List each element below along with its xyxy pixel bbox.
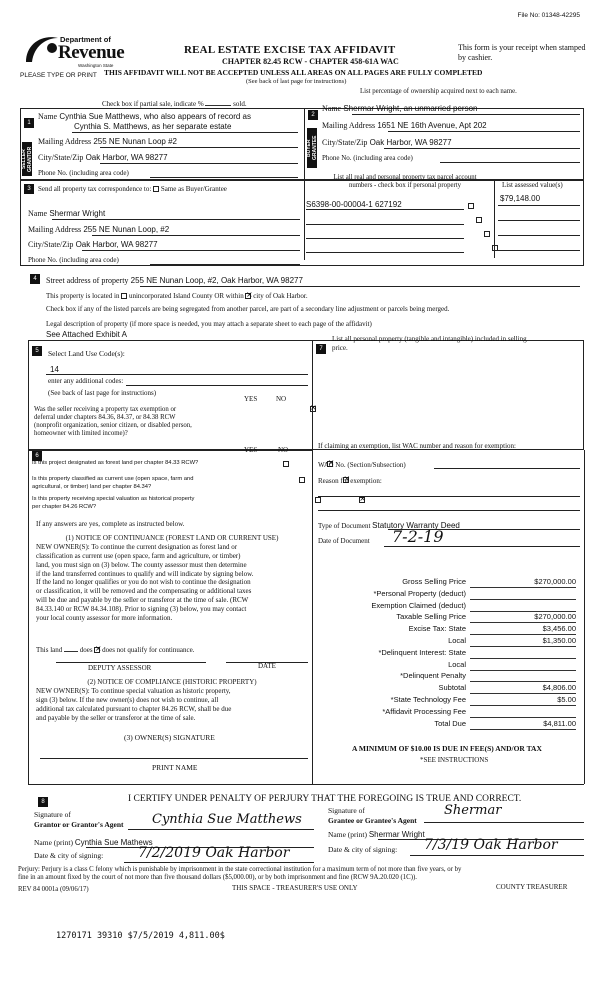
notice1-line2: classification as current use (open space, farm and agriculture, or timber) (36, 551, 241, 560)
grantee-sig-label1: Signature of (328, 806, 365, 815)
corr-phone-label: Phone No. (including area code) (28, 256, 119, 264)
tax-row-label: Excise Tax: State (408, 624, 466, 634)
exemption-q-line4: homeowner with limited income)? (34, 430, 128, 438)
doc-date-label: Date of Document (318, 537, 370, 545)
unincorporated-checkbox[interactable] (121, 293, 127, 299)
tax-row-value[interactable]: $270,000.00 (470, 613, 576, 623)
forest-q3-yes[interactable] (315, 497, 321, 503)
corr-mailing-row (28, 225, 169, 234)
buyer-city-label: City/State/Zip (322, 138, 368, 147)
tax-row-label: *Delinquent Penalty (400, 671, 466, 681)
tax-row-label: Subtotal (438, 683, 466, 693)
notice1-line4: if the land transferred continues to qualify and will indicate by signing below. (36, 569, 254, 578)
buyer-mailing-value[interactable]: 1651 NE 16th Avenue, Apt 202 (377, 121, 487, 130)
grantee-signature[interactable]: Shermar (444, 803, 502, 818)
this-land-text: This land (36, 646, 63, 654)
notice2-line3: additional tax calculated pursuant to chapter 84.26 RCW, shall be due (36, 704, 232, 713)
parcel-3-personal-checkbox[interactable] (484, 231, 490, 237)
parcel-number-1[interactable]: S6398-00-00004-1 627192 (306, 200, 402, 209)
exemption-claim-label: If claiming an exemption, list WAC number and reason for exemption: (318, 442, 516, 450)
notice-continuance (36, 534, 308, 623)
parcel-1-personal-checkbox[interactable] (468, 203, 474, 209)
same-as-buyer-checkbox[interactable] (153, 186, 159, 192)
grantee-date-value[interactable]: 7/3/19 Oak Harbor (424, 837, 558, 853)
partial-sale-text: Check box if partial sale, indicate % (102, 100, 204, 108)
see-instructions-note: *SEE INSTRUCTIONS (420, 756, 489, 764)
tax-row-label: *Affidavit Processing Fee (382, 706, 466, 716)
county-treasurer-label: COUNTY TREASURER (496, 883, 568, 891)
section-5-badge: 5 (32, 346, 42, 356)
perjury-notice (18, 866, 600, 883)
treasurer-stamp: 1270171 39310 $7/5/2019 4,811.00$ (56, 931, 225, 941)
land-use-no-header: NO (276, 395, 287, 403)
forest-q1: Is this project designated as forest land per chapter 84.33 RCW? (32, 460, 199, 466)
tax-row-value[interactable] (470, 661, 576, 671)
notice1-line6: or classification, it will be removed and the compensating or additional taxes (36, 587, 252, 596)
forest-q2 (32, 476, 193, 491)
tax-row-value[interactable]: $3,456.00 (470, 625, 576, 635)
corr-city-label: City/State/Zip (28, 240, 74, 249)
forest-instruct: If any answers are yes, complete as instructed below. (36, 520, 185, 528)
street-address-row (46, 276, 303, 285)
correspondence-title-row (38, 185, 227, 193)
tax-row-label: Local (448, 635, 466, 645)
grantee-sig-label2: Grantee or Grantee's Agent (328, 815, 417, 825)
doc-type-value[interactable]: Statutory Warranty Deed (372, 521, 460, 530)
tax-row-label: *Delinquent Interest: State (378, 647, 466, 657)
seller-name-line2[interactable]: Cynthia S. Matthews, as her separate estate (74, 122, 232, 131)
tax-row (318, 637, 580, 649)
seller-city-label: City/State/Zip (38, 153, 84, 162)
section-2-badge: 2 (308, 110, 318, 120)
tax-row-value[interactable]: $270,000.00 (470, 578, 576, 588)
grantor-sig-label1: Signature of (34, 810, 71, 819)
street-address-label: Street address of property (46, 276, 129, 285)
corr-name-label: Name (28, 209, 48, 218)
notice2-title: (2) NOTICE OF COMPLIANCE (HISTORIC PROPERTY) (87, 678, 257, 686)
legal-desc-label: Legal description of property (if more space is needed, you may attach a separate sheet to each page of the affidavit) (46, 320, 372, 328)
tax-row-value[interactable]: $4,811.00 (470, 720, 576, 730)
buyer-name-label: Name (322, 104, 342, 113)
tax-row-value[interactable]: $1,350.00 (470, 637, 576, 647)
dor-logo (22, 32, 125, 70)
personal-property-line1: List all personal property (tangible and intangible) included in selling (332, 335, 527, 343)
grantor-sig-label2: Grantor or Grantor's Agent (34, 819, 124, 829)
sold-text: sold. (233, 100, 247, 108)
forest-q2-line2: agricultural, or timber) land per chapter 84.34? (32, 483, 152, 490)
tax-row-value[interactable] (470, 672, 576, 682)
forest-q2-yes[interactable] (299, 477, 305, 483)
segregated-row (46, 305, 449, 313)
tax-row (318, 720, 580, 732)
notice2-line4: and payable by the seller or transferor at the time of sale. (36, 713, 196, 722)
partial-sale-field[interactable] (205, 105, 231, 106)
assessed-value-title: List assessed value(s) (502, 181, 563, 189)
doc-date-value[interactable]: 7-2-19 (392, 527, 444, 546)
seller-mailing-value[interactable]: 255 NE Nunan Loop #2 (93, 137, 177, 146)
treasurer-use-only: THIS SPACE - TREASURER'S USE ONLY (232, 884, 358, 892)
tax-row-value[interactable] (470, 708, 576, 718)
dor-dept-line1: Department of (60, 35, 111, 44)
section-6-badge: 6 (32, 451, 42, 461)
doc-type-label: Type of Document (318, 522, 371, 530)
buyer-phone-label: Phone No. (including area code) (322, 154, 413, 162)
tax-calculation-table (318, 578, 580, 731)
seller-mailing-label: Mailing Address (38, 137, 92, 146)
legal-desc-value[interactable]: See Attached Exhibit A (46, 330, 127, 339)
notice1-line8: 84.33.140 or RCW 84.34.108). Prior to signing (3) below, you may contact (36, 605, 247, 613)
tax-row-value[interactable]: $4,806.00 (470, 684, 576, 694)
additional-codes-label: enter any additional codes: (48, 377, 124, 385)
grantee-print-value[interactable]: Shermar Wright (368, 830, 425, 839)
parcel-2-personal-checkbox[interactable] (476, 217, 482, 223)
tax-row-label: Total Due (434, 718, 466, 728)
forest-q3-no[interactable] (359, 497, 365, 503)
section-7-badge: 7 (316, 344, 326, 354)
buyer-city-row (322, 138, 452, 147)
city-of-text: city of Oak Harbor. (253, 292, 308, 300)
exemption-q-line2: deferral under chapters 84.36, 84.37, or 84.38 RCW (34, 414, 176, 422)
located-in-row (46, 292, 308, 300)
tax-row-value[interactable]: $5.00 (470, 696, 576, 706)
seller-mailing-row (38, 137, 177, 146)
section-1-badge: 1 (24, 118, 34, 128)
notice1-line5: If the land no longer qualifies or you do not wish to continue the designation (36, 578, 251, 587)
deputy-date-label: DATE (258, 662, 276, 670)
rev-number: REV 84 0001a (09/06/17) (18, 886, 89, 893)
section-4-badge: 4 (30, 274, 40, 284)
exemption-question (34, 406, 254, 439)
grantor-date-value[interactable]: 7/2/2019 Oak Harbor (138, 845, 290, 861)
continuance-row (36, 646, 194, 654)
list-percentage-note: List percentage of ownership acquired next to each name. (360, 88, 517, 95)
tax-row-label: Local (448, 659, 466, 669)
city-checkbox[interactable] (245, 293, 251, 299)
tax-row (318, 649, 580, 661)
owner-signature-label: (3) OWNER(S) SIGNATURE (124, 733, 215, 742)
corr-mailing-value[interactable]: 255 NE Nunan Loop, #2 (83, 225, 170, 234)
receipt-note: This form is your receipt when stamped by cashier. (458, 43, 586, 62)
buyer-name-value[interactable]: Shermar Wright, an unmarried person (343, 104, 478, 113)
tax-row-label: *State Technology Fee (390, 694, 466, 704)
perjury-line1: Perjury: Perjury is a class C felony which is punishable by imprisonment in the state correctional institution for a maximum term of not more than five years, or by (18, 866, 462, 873)
form-chapter: CHAPTER 82.45 RCW - CHAPTER 458-61A WAC (222, 57, 399, 66)
buyer-grantee-label: BUYER GRANTEE (307, 128, 317, 168)
grantee-print-label: Name (print) (328, 830, 367, 839)
parcels-title-line2: numbers - check box if personal property (348, 181, 462, 189)
land-use-select-label: Select Land Use Code(s): (48, 349, 125, 358)
dor-swoosh-icon (22, 32, 62, 66)
notice1-line7: will be due and payable by the seller or transferor at the time of sale. (RCW (36, 596, 249, 605)
seller-name-label: Name (38, 112, 58, 121)
forest-q3-line1: Is this property receiving special valuation as historical property (32, 496, 195, 502)
notice1-line9: your local county assessor for more information. (36, 613, 173, 622)
section-3-badge: 3 (24, 184, 34, 194)
parcel-4-personal-checkbox[interactable] (492, 245, 498, 251)
land-use-yes-header: YES (244, 395, 258, 403)
deputy-assessor-label: DEPUTY ASSESSOR (88, 664, 152, 672)
located-in-text: This property is located in (46, 292, 120, 300)
corr-city-value[interactable]: Oak Harbor, WA 98277 (75, 240, 158, 249)
tax-row-value[interactable] (470, 602, 576, 612)
buyer-mailing-label: Mailing Address (322, 121, 376, 130)
seller-city-row (38, 153, 168, 162)
parcels-title-line1: List all real and personal property tax parcel account (333, 174, 477, 181)
reason-label: Reason for exemption: (318, 477, 382, 485)
please-type: PLEASE TYPE OR PRINT (20, 72, 97, 79)
wac-label: WAC No. (Section/Subsection) (318, 461, 406, 469)
same-as-buyer-label: Same as Buyer/Grantee (160, 185, 227, 193)
forest-q1-yes[interactable] (283, 461, 289, 467)
does-text: does (79, 646, 93, 654)
notice1-line3: land, you must sign on (3) below. The county assessor must then determine (36, 560, 247, 569)
exemption-no-checkbox[interactable] (310, 406, 316, 412)
grantor-signature[interactable]: Cynthia Sue Matthews (152, 812, 302, 827)
seller-grantor-label: SELLER GRANTOR (22, 142, 32, 176)
dor-revenue-word: Revenue (58, 42, 125, 63)
notice1-title: (1) NOTICE OF CONTINUANCE (FOREST LAND OR CURRENT USE) (65, 534, 279, 542)
grantor-print-value[interactable]: Cynthia Sue Mathews (74, 838, 153, 847)
seller-phone-label: Phone No. (including area code) (38, 169, 129, 177)
tax-row-label: Exemption Claimed (deduct) (371, 600, 466, 610)
seller-name-line1[interactable]: Cynthia Sue Matthews, who also appears of record as (59, 112, 251, 121)
grantor-date-label: Date & city of signing: (34, 851, 104, 860)
section-8-badge: 8 (38, 797, 48, 807)
land-use-code[interactable]: 14 (50, 365, 59, 374)
print-name-label: PRINT NAME (152, 763, 198, 772)
forest-q3-line2: per chapter 84.26 RCW? (32, 503, 97, 510)
assessed-value-1[interactable]: $79,148.00 (500, 194, 541, 203)
grantee-date-label: Date & city of signing: (328, 845, 398, 854)
tax-row-value[interactable] (470, 649, 576, 659)
forest-q2-line1: Is this property classified as current use (open space, farm and (32, 476, 194, 482)
segregated-text: Check box if any of the listed parcels are being segregated from another parcel, are part of a secondary line adjustment or parcels being merged. (46, 305, 450, 313)
grantor-sig-label (34, 810, 124, 830)
grantor-print-label: Name (print) (34, 838, 73, 847)
forest-no-header: NO (278, 446, 289, 454)
tax-row (318, 708, 580, 720)
buyer-city-value[interactable]: Oak Harbor, WA 98277 (369, 138, 452, 147)
notice-compliance (36, 678, 308, 722)
certify-title: I CERTIFY UNDER PENALTY OF PERJURY THAT THE FOREGOING IS TRUE AND CORRECT. (128, 794, 522, 804)
does-not-checkbox[interactable] (94, 647, 100, 653)
tax-row-value[interactable] (470, 590, 576, 600)
corr-name-row (28, 209, 105, 218)
tax-row (318, 590, 580, 602)
tax-row (318, 696, 580, 708)
qualify-text: qualify for continuance. (127, 646, 195, 654)
unincorporated-text: unincorporated Island County OR within (128, 292, 244, 300)
does-not-text: does not (102, 646, 126, 654)
file-number: File No: 01348-42295 (517, 12, 580, 19)
parcels-title (312, 174, 498, 190)
notice2-line2: sign (3) below. If the new owner(s) does not wish to continue, all (36, 695, 219, 704)
street-address-value[interactable]: 255 NE Nunan Loop, #2, Oak Harbor, WA 98277 (130, 276, 303, 285)
grantee-sig-label (328, 806, 417, 826)
dor-state: Washington State (78, 63, 114, 68)
notice1-line1: NEW OWNER(S): To continue the current designation as forest land or (36, 542, 238, 551)
corr-city-row (28, 240, 158, 249)
forest-q3 (32, 496, 194, 511)
personal-property-line2: price. (332, 344, 348, 353)
seller-city-value[interactable]: Oak Harbor, WA 98277 (85, 153, 168, 162)
tax-row-label: Taxable Selling Price (396, 612, 466, 622)
corr-mailing-label: Mailing Address (28, 225, 82, 234)
notice2-line1: NEW OWNER(S): To continue special valuation as historic property, (36, 686, 231, 695)
exemption-q-line3: (nonprofit organization, senior citizen, or disabled person, (34, 422, 192, 430)
tax-row-label: Gross Selling Price (402, 577, 466, 586)
form-title: REAL ESTATE EXCISE TAX AFFIDAVIT (184, 44, 396, 56)
personal-property-label (332, 335, 582, 353)
minimum-fee-note: A MINIMUM OF $10.00 IS DUE IN FEE(S) AND/OR TAX (352, 744, 542, 753)
see-back-note: (See back of last page for instructions) (246, 78, 347, 85)
corr-name-value[interactable]: Shermar Wright (49, 209, 106, 218)
buyer-mailing-row (322, 121, 487, 130)
forest-yes-header: YES (244, 446, 258, 454)
perjury-line2: fine in an amount fixed by the court of not more than five thousand dollars ($5,000.00), or by both imprisonment and fine (RCW 9A.20.020 (1C)). (18, 874, 417, 882)
exemption-q-line1: Was the seller receiving a property tax exemption or (34, 406, 177, 413)
land-use-see-back: (See back of last page for instructions) (48, 389, 157, 397)
not-accepted-warning: THIS AFFIDAVIT WILL NOT BE ACCEPTED UNLESS ALL AREAS ON ALL PAGES ARE FULLY COMPLETED (104, 68, 483, 77)
partial-sale-label (102, 100, 247, 108)
buyer-name-row (322, 104, 477, 113)
seller-name-row (38, 112, 298, 121)
correspondence-title: Send all property tax correspondence to: (38, 185, 152, 193)
tax-row-label: *Personal Property (deduct) (373, 588, 466, 598)
